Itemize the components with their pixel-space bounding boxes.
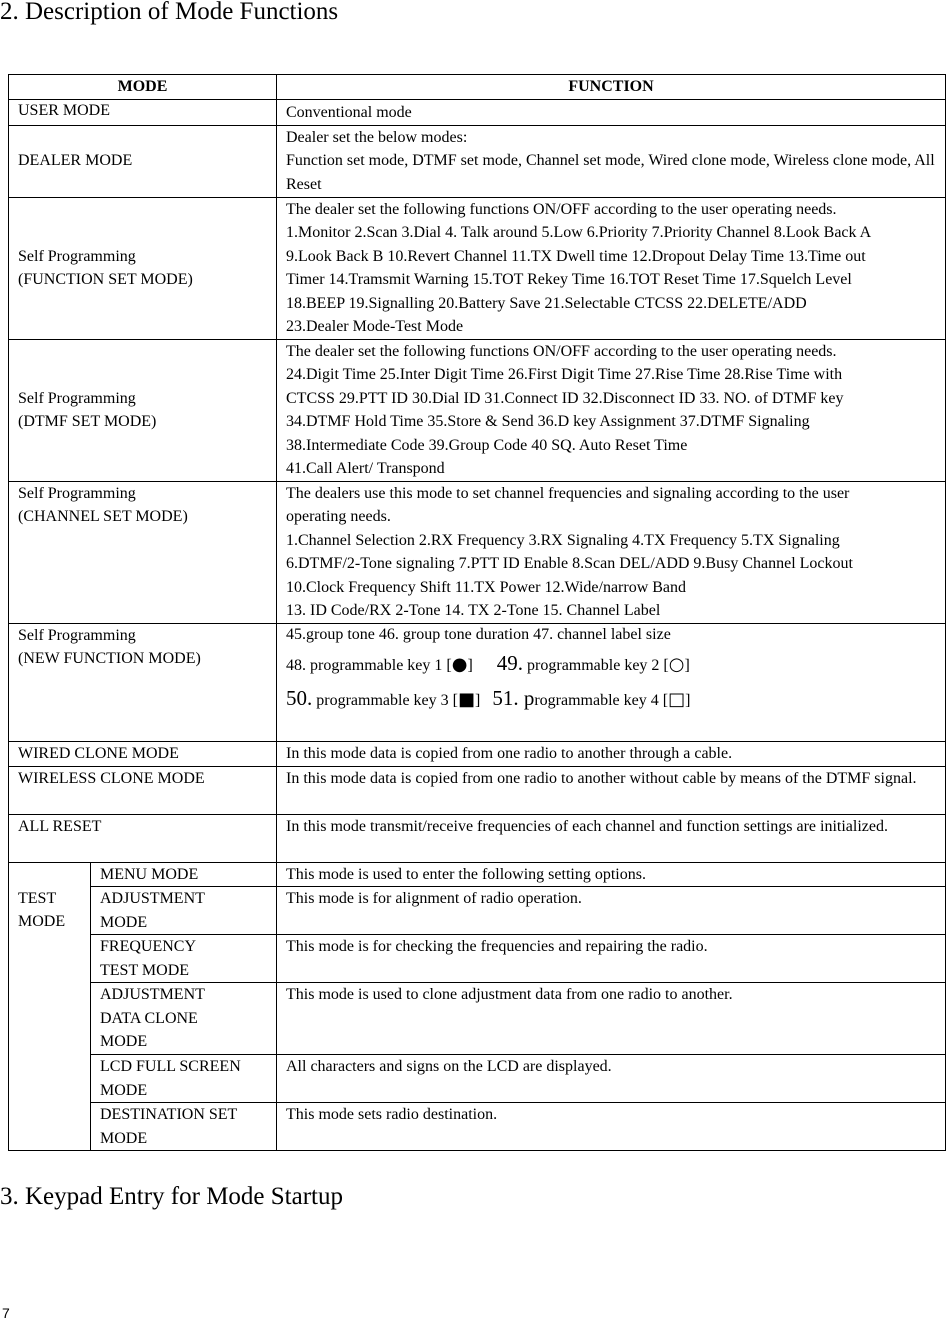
key3-number: 50.: [286, 685, 313, 710]
function-cell: [277, 1103, 946, 1151]
submode-label: MODE: [100, 1129, 148, 1147]
submode-label: LCD FULL SCREEN: [100, 1058, 241, 1075]
table-row-test-lcd: [9, 1055, 946, 1103]
function-text: The dealer set the following functions ON/OFF according to the user operating needs.: [286, 200, 837, 218]
section-heading-description: 2. Description of Mode Functions: [0, 0, 339, 25]
function-cell: [277, 100, 946, 126]
mode-cell: [9, 766, 277, 814]
submode-label: MODE: [100, 1081, 148, 1099]
submode-label: TEST MODE: [100, 961, 190, 979]
function-cell: [277, 983, 946, 1055]
function-text: In this mode data is copied from one radio to another through a cable.: [286, 744, 733, 762]
function-cell: [277, 339, 946, 481]
function-text: Conventional mode: [286, 104, 412, 121]
function-text: 38.Intermediate Code 39.Group Code 40 SQ. Auto Reset Time: [286, 436, 688, 454]
submode-label: MENU MODE: [100, 865, 199, 883]
function-text: 13. ID Code/RX 2-Tone 14. TX 2-Tone 15. Channel Label: [286, 602, 661, 619]
function-text: Timer 14.Tramsmit Warning 15.TOT Rekey Time 16.TOT Reset Time 17.Squelch Level: [286, 271, 852, 288]
function-cell: [277, 766, 946, 814]
function-text: This mode is for alignment of radio operation.: [286, 890, 582, 907]
mode-label: TEST: [18, 889, 57, 907]
function-text: This mode is used to enter the following setting options.: [286, 865, 646, 883]
key1-close: ]: [467, 656, 473, 674]
submode-cell: [91, 862, 277, 887]
key1-label: 48. programmable key 1 [: [286, 656, 452, 674]
mode-label: WIRELESS CLONE MODE: [18, 769, 205, 787]
key2-close: ]: [684, 656, 690, 674]
function-text: 6.DTMF/2-Tone signaling 7.PTT ID Enable 8.Scan DEL/ADD 9.Busy Channel Lockout: [286, 555, 853, 572]
key4-close: ]: [685, 691, 691, 709]
table-row-all-reset: [9, 814, 946, 862]
function-text: In this mode transmit/receive frequencies of each channel and function settings are initialized.: [286, 817, 888, 835]
mode-label: (FUNCTION SET MODE): [18, 271, 193, 288]
table-row-test-menu: [9, 862, 946, 887]
table-row-channel-set-mode: [9, 481, 946, 623]
function-cell: [277, 862, 946, 887]
function-text: CTCSS 29.PTT ID 30.Dial ID 31.Connect ID 32.Disconnect ID 33. NO. of DTMF key: [286, 389, 844, 407]
table-row-user-mode: [9, 100, 946, 126]
function-cell: [277, 623, 946, 741]
key2-number: 49.: [496, 650, 524, 675]
mode-cell: [9, 741, 277, 766]
key3-label: programmable key 3 [: [312, 691, 458, 709]
submode-label: MODE: [100, 1033, 148, 1050]
mode-cell: [9, 481, 277, 623]
submode-label: ADJUSTMENT: [100, 986, 205, 1003]
submode-label: ADJUSTMENT: [100, 890, 205, 907]
submode-label: MODE: [100, 913, 148, 931]
mode-label: (CHANNEL SET MODE): [18, 508, 188, 525]
page-number: 7: [2, 1305, 10, 1321]
mode-label: Self Programming: [18, 484, 136, 502]
mode-label: Self Programming: [18, 626, 136, 644]
mode-label: ALL RESET: [18, 817, 102, 835]
function-text: 24.Digit Time 25.Inter Digit Time 26.First Digit Time 27.Rise Time 28.Rise Time with: [286, 366, 843, 383]
function-text: 41.Call Alert/ Transpond: [286, 460, 445, 477]
mode-label: USER MODE: [18, 102, 111, 119]
function-text: 23.Dealer Mode-Test Mode: [286, 318, 464, 335]
submode-cell: [91, 1103, 277, 1151]
mode-functions-table: [8, 74, 946, 1151]
mode-cell: [9, 125, 277, 197]
filled-circle-icon: ●: [451, 653, 468, 675]
function-text: operating needs.: [286, 508, 391, 525]
submode-label: DATA CLONE: [100, 1009, 198, 1027]
function-text: The dealer set the following functions ON/OFF according to the user operating needs.: [286, 342, 837, 360]
table-row-new-function-mode: [9, 623, 946, 741]
function-cell: [277, 481, 946, 623]
test-mode-cell: [9, 862, 91, 1151]
mode-label: (NEW FUNCTION MODE): [18, 650, 201, 667]
function-text: 45.group tone 46. group tone duration 47. channel label size: [286, 625, 671, 643]
function-cell: [277, 935, 946, 983]
empty-circle-icon: ○: [668, 653, 685, 675]
mode-cell: [9, 339, 277, 481]
table-row-wireless-clone: [9, 766, 946, 814]
function-text: 34.DTMF Hold Time 35.Store & Send 36.D key Assignment 37.DTMF Signaling: [286, 413, 810, 430]
submode-cell: [91, 1055, 277, 1103]
programmable-keys-line-1: [286, 647, 936, 682]
mode-label: MODE: [18, 913, 66, 930]
table-row-test-frequency: [9, 935, 946, 983]
function-text: This mode is used to clone adjustment data from one radio to another.: [286, 986, 733, 1003]
function-text: 9.Look Back B 10.Revert Channel 11.TX Dwell time 12.Dropout Delay Time 13.Time out: [286, 247, 866, 265]
function-cell: [277, 887, 946, 935]
function-text: The dealers use this mode to set channel frequencies and signaling according to the user: [286, 484, 850, 502]
function-text: This mode is for checking the frequencies and repairing the radio.: [286, 938, 708, 955]
mode-cell: [9, 197, 277, 339]
table-header-row: [9, 75, 946, 100]
programmable-keys-line-2: [286, 682, 936, 717]
key3-close: ]: [475, 691, 481, 709]
mode-cell: [9, 100, 277, 126]
mode-label: (DTMF SET MODE): [18, 413, 157, 430]
key2-label: programmable key 2 [: [523, 656, 669, 674]
mode-cell: [9, 814, 277, 862]
function-text: Dealer set the below modes:: [286, 128, 468, 146]
function-cell: [277, 814, 946, 862]
header-function: FUNCTION: [277, 75, 946, 100]
submode-cell: [91, 935, 277, 983]
function-cell: [277, 1055, 946, 1103]
function-text: 1.Channel Selection 2.RX Frequency 3.RX Signaling 4.TX Frequency 5.TX Signaling: [286, 531, 840, 549]
section-heading-keypad-entry: 3. Keypad Entry for Mode Startup: [0, 1183, 343, 1210]
mode-label: Self Programming: [18, 247, 136, 265]
function-text: In this mode data is copied from one radio to another without cable by means of the DTMF signal.: [286, 769, 917, 787]
function-text: All characters and signs on the LCD are displayed.: [286, 1058, 612, 1075]
function-cell: [277, 197, 946, 339]
function-text: 10.Clock Frequency Shift 11.TX Power 12.Wide/narrow Band: [286, 578, 687, 596]
empty-square-icon: □: [668, 688, 686, 710]
header-mode: MODE: [9, 75, 277, 100]
table-row-dealer-mode: [9, 125, 946, 197]
submode-label: FREQUENCY: [100, 938, 197, 955]
key4-label: rogrammable key 4 [: [534, 691, 669, 709]
mode-label: DEALER MODE: [18, 152, 133, 170]
function-text: 1.Monitor 2.Scan 3.Dial 4. Talk around 5.Low 6.Priority 7.Priority Channel 8.Look Back A: [286, 224, 872, 241]
table-row-wired-clone: [9, 741, 946, 766]
key4-number: 51. p: [492, 685, 535, 710]
submode-cell: [91, 983, 277, 1055]
function-text: Function set mode, DTMF set mode, Channel set mode, Wired clone mode, Wireless clone mode, All Reset: [286, 152, 935, 193]
filled-square-icon: ■: [457, 688, 475, 710]
function-cell: [277, 125, 946, 197]
table-row-test-adjustment: [9, 887, 946, 935]
function-cell: [277, 741, 946, 766]
mode-label: Self Programming: [18, 389, 136, 407]
submode-label: DESTINATION SET: [100, 1106, 238, 1123]
table-row-test-adjustment-clone: [9, 983, 946, 1055]
mode-cell: [9, 623, 277, 741]
submode-cell: [91, 887, 277, 935]
table-row-test-destination: [9, 1103, 946, 1151]
table-row-function-set-mode: [9, 197, 946, 339]
function-text: 18.BEEP 19.Signalling 20.Battery Save 21.Selectable CTCSS 22.DELETE/ADD: [286, 294, 807, 312]
mode-label: WIRED CLONE MODE: [18, 744, 179, 762]
table-row-dtmf-set-mode: [9, 339, 946, 481]
function-text: This mode sets radio destination.: [286, 1106, 498, 1123]
